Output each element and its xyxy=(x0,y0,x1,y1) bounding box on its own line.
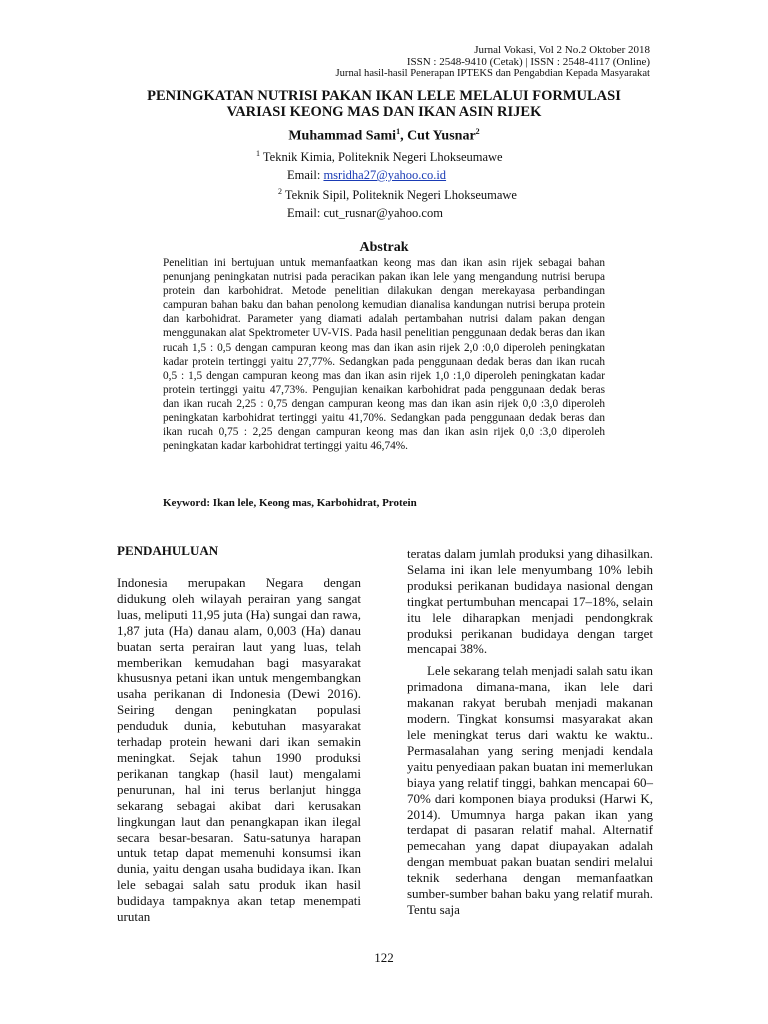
author-name: Muhammad Sami xyxy=(288,128,397,144)
author-separator: , xyxy=(400,128,408,144)
journal-volume: Jurnal Vokasi, Vol 2 No.2 Oktober 2018 xyxy=(474,44,650,56)
journal-issn: ISSN : 2548-9410 (Cetak) | ISSN : 2548-4117 (Online) xyxy=(406,56,650,68)
paragraph: Indonesia merupakan Negara dengan didukung oleh wilayah perairan yang sangat luas, meliputi 11,95 juta (Ha) sungai dan rawa, 1,87 juta (Ha) danau alam, 0,003 (Ha) danau buatan serta perairan laut yang luas, telah memberikan kemudahan bagi masyarakat khususnya petani ikan untuk mengembangkan usaha perikanan di Indonesia (Dewi 2016). Seiring dengan peningkatan populasi penduduk dunia, kebutuhan masyarakat terhadap protein hewani dari ikan semakin meningkat. Sejak tahun 1990 produksi perikanan tangkap (hasil laut) mengalami penurunan, hal ini terus berlanjut hingga sekarang sebagai akibat dari kerusakan lingkungan laut dan penangkapan ikan ilegal secara besar-besaran. Satu-satunya harapan untuk tetap dapat memenuhi konsumsi ikan dunia, yaitu dengan usaha budidaya ikan. Ikan lele sebagai salah satu produk ikan hasil budidaya tampaknya akan tetap menempati urutan xyxy=(117,575,361,925)
right-column xyxy=(407,546,653,918)
affiliation-text: Teknik Sipil, Politeknik Negeri Lhokseumawe xyxy=(282,188,517,203)
paragraph: Lele sekarang telah menjadi salah satu ikan primadona dimana-mana, ikan lele dari makanan rakyat berubah menjadi makanan modern. Tingkat konsumsi masyarakat akan lele meningkat terus dari waktu ke waktu.. Permasalahan yang sering menjadi kendala yaitu penyediaan pakan buatan ini memerlukan biaya yang relatif tinggi, bahkan mencapai 60–70% dari komponen biaya produksi (Harwi K, 2014). Umumnya harga pakan ikan yang terdapat di pasaran relatif mahal. Alternatif pemecahan yang dapat diupayakan adalah dengan membuat pakan buatan sendiri melalui teknik sederhana dengan memanfaatkan sumber-sumber bahan baku yang relatif murah. Tentu saja xyxy=(407,663,653,917)
abstract-text: Penelitian ini bertujuan untuk memanfaatkan keong mas dan ikan asin rijek sebagai bahan penunjang peningkatan nutrisi pada peracikan pakan ikan lele yang mengandung nutrisi berupa protein dan karbohidrat. Metode penelitian dilakukan dengan merekayasa perbandingan campuran bahan baku dan bahan penolong kemudian dianalisa kandungan nutrisi berupa protein dan karbohidrat. Parameter yang diamati adalah pertambahan nutrisi dalam pakan dengan menggunakan alat Spektrometer UV-VIS. Pada hasil penelitian penggunaan dedak beras dan ikan rucah 1,5 : 0,5 dengan campuran keong mas dan ikan asin rijek 2,0 :0,0 diperoleh peningkatan kadar protein tertinggi yaitu 27,77%. Sedangkan pada penggunaan dedak beras dan ikan rucah 0,5 : 1,5 dengan campuran keong mas dan ikan asin rijek 1,0 :1,0 diperoleh peningkatan kadar protein tertinggi yaitu 47,73%. Pengujian kenaikan karbohidrat pada penggunaan dedak beras dan ikan rucah 2,25 : 0,75 dengan campuran keong mas dan ikan asin rijek 0,0 :3,0 diperoleh peningkatan karbohidrat tertinggi yaitu 41,70%. Sedangkan pada penggunaan dedak beras dan ikan rucah 0,75 : 2,25 dengan campuran keong mas dan ikan asin rijek 0,0 :3,0 diperoleh peningkatan kadar karbohidrat tertinggi yaitu 46,74%. xyxy=(163,257,605,453)
affiliation-1-email xyxy=(287,168,446,183)
affiliation-text: Teknik Kimia, Politeknik Negeri Lhokseumawe xyxy=(260,150,503,165)
left-column xyxy=(117,575,361,925)
journal-header xyxy=(150,44,650,80)
abstract-heading: Abstrak xyxy=(359,240,409,255)
affiliation-superscript: 1 xyxy=(256,149,260,158)
email-label: Email: xyxy=(287,168,324,182)
journal-subtitle: Jurnal hasil-hasil Penerapan IPTEKS dan Pengabdian Kepada Masyarakat xyxy=(335,68,650,79)
author-superscript: 2 xyxy=(475,127,480,136)
email-text: cut_rusnar@yahoo.com xyxy=(323,206,443,220)
affiliation-1 xyxy=(256,149,503,165)
paper-title xyxy=(100,88,668,120)
email-link[interactable]: msridha27@yahoo.co.id xyxy=(323,168,447,182)
author-list xyxy=(100,127,668,145)
affiliation-2 xyxy=(278,187,517,203)
keywords: Keyword: Ikan lele, Keong mas, Karbohidrat, Protein xyxy=(163,497,417,509)
author-name: Cut Yusnar xyxy=(407,128,476,144)
email-label: Email: xyxy=(287,206,324,220)
paper-title-line1: PENINGKATAN NUTRISI PAKAN IKAN LELE MELALUI FORMULASI xyxy=(147,88,621,104)
affiliation-superscript: 2 xyxy=(278,187,282,196)
affiliation-2-email xyxy=(287,206,443,221)
paper-title-line2: VARIASI KEONG MAS DAN IKAN ASIN RIJEK xyxy=(226,104,542,120)
section-heading: PENDAHULUAN xyxy=(117,543,219,558)
author-superscript: 1 xyxy=(396,127,401,136)
paragraph: teratas dalam jumlah produksi yang dihasilkan. Selama ini ikan lele menyumbang 10% lebih produksi perikanan budidaya nasional dengan tingkat pertumbuhan mencapai 17–18%, selain itu lele diharapkan menjadi pendongkrak produksi perikanan budidaya dengan target mencapai 38%. xyxy=(407,546,653,657)
page-number: 122 xyxy=(374,950,394,965)
